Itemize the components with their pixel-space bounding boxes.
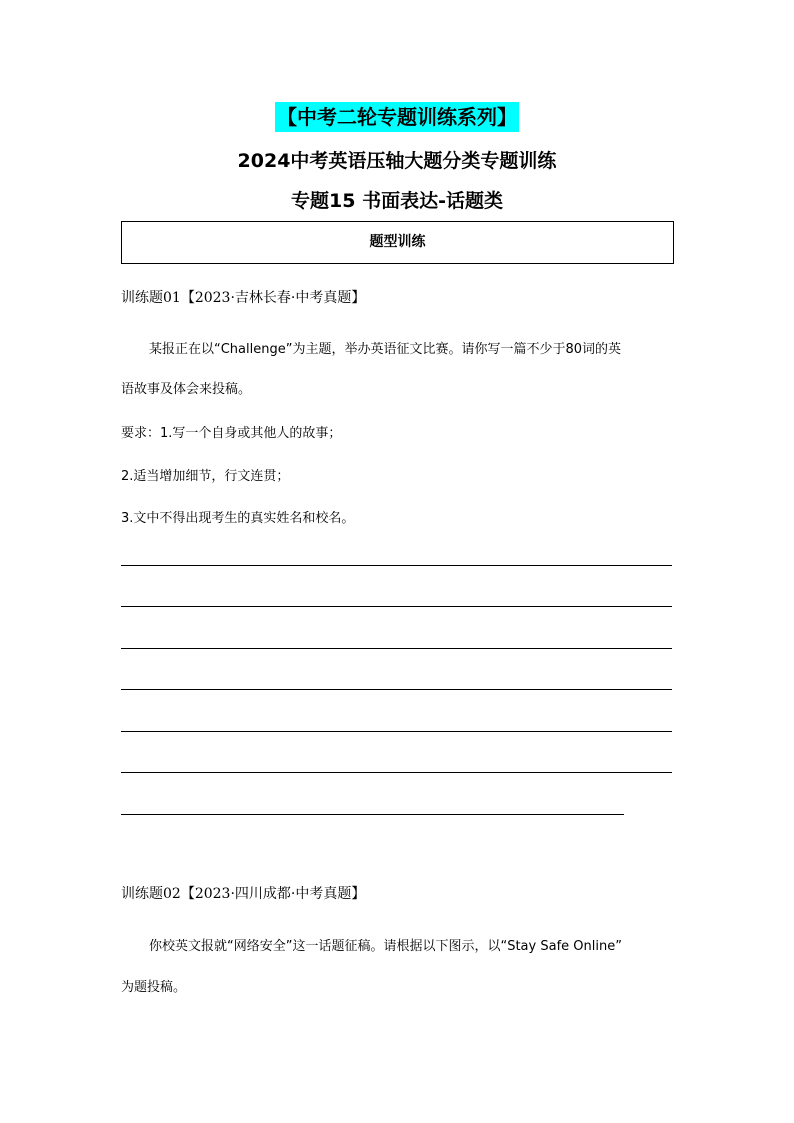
- answer-line[interactable]: [121, 731, 672, 732]
- answer-line[interactable]: [121, 772, 672, 773]
- exercise-1-prompt-line-2: 语故事及体会来投稿。: [121, 382, 252, 397]
- exercise-2-heading: 训练题02【2023·四川成都·中考真题】: [121, 886, 366, 902]
- document-subtitle: 专题15 书面表达-话题类: [291, 190, 503, 212]
- exercise-1-prompt-line-1: 某报正在以“Challenge”为主题，举办英语征文比赛。请你写一篇不少于80词的英: [149, 342, 622, 357]
- section-heading-label: 题型训练: [369, 234, 426, 250]
- series-title: [0, 102, 794, 132]
- answer-line[interactable]: [121, 606, 672, 607]
- exercise-1-heading: 训练题01【2023·吉林长春·中考真题】: [121, 290, 366, 306]
- exercise-1-requirement-2: 2.适当增加细节，行文连贯；: [121, 469, 290, 484]
- document-title: 2024中考英语压轴大题分类专题训练: [237, 150, 557, 172]
- series-title-text: 【中考二轮专题训练系列】: [275, 102, 519, 132]
- exercise-2-prompt-line-2: 为题投稿。: [121, 980, 187, 995]
- exercise-1-requirement-1: 要求：1.写一个自身或其他人的故事；: [121, 426, 342, 441]
- answer-line[interactable]: [121, 814, 624, 815]
- exercise-1-requirement-3: 3.文中不得出现考生的真实姓名和校名。: [121, 511, 355, 526]
- exercise-2-prompt-line-1: 你校英文报就“网络安全”这一话题征稿。请根据以下图示，以“Stay Safe Online”: [149, 939, 622, 954]
- answer-line[interactable]: [121, 648, 672, 649]
- answer-line[interactable]: [121, 565, 672, 566]
- answer-line[interactable]: [121, 689, 672, 690]
- section-heading-box: [121, 221, 674, 264]
